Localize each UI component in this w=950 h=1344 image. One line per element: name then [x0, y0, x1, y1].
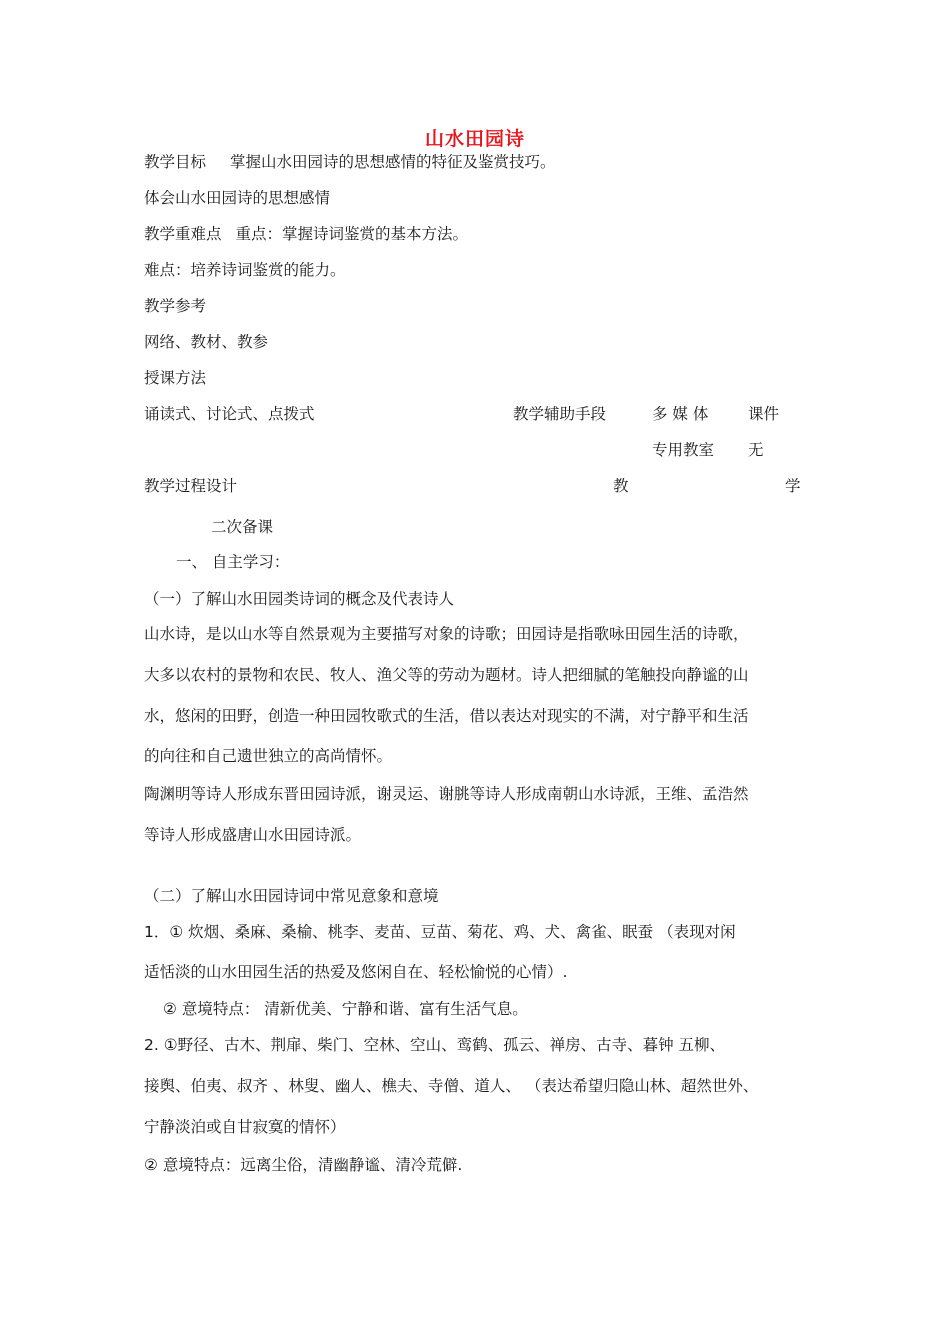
room-value: 无 [748, 441, 764, 459]
part1-p1-line: 大多以农村的景物和农民、牧人、渔父等的劳动为题材。诗人把细腻的笔触投向静谧的山 [144, 666, 749, 684]
aids-courseware: 课件 [748, 405, 780, 423]
item2-line: 宁静淡泊或自甘寂寞的情怀） [144, 1118, 346, 1136]
item1-mood: ② 意境特点： 清新优美、宁静和谐、富有生活气息。 [163, 1000, 528, 1018]
item2-mood: ② 意境特点：远离尘俗，清幽静谧、清冷荒僻. [144, 1156, 463, 1174]
aids-label: 教学辅助手段 [513, 405, 607, 423]
page-title: 山水田园诗 [424, 128, 525, 150]
process-col-teach: 教 [613, 477, 629, 495]
part2-heading: （二）了解山水田园诗词中常见意象和意境 [144, 887, 439, 905]
goal-line-2: 体会山水田园诗的思想感情 [144, 189, 331, 207]
ref-text: 网络、教材、教参 [144, 333, 269, 351]
goal-label: 教学目标 [144, 153, 207, 171]
process-col-learn: 学 [785, 477, 801, 495]
goal-text: 掌握山水田园诗的思想感情的特征及鉴赏技巧。 [230, 153, 556, 171]
key-text: 重点：掌握诗词鉴赏的基本方法。 [235, 225, 469, 243]
process-label: 教学过程设计 [144, 477, 238, 495]
key-label: 教学重难点 [144, 225, 222, 243]
ref-label: 教学参考 [144, 297, 207, 315]
method-label: 授课方法 [144, 369, 207, 387]
item1-line: 1．① 炊烟、桑麻、桑榆、桃李、麦苗、豆苗、菊花、鸡、犬、禽雀、眠蚕 （表现对闲 [144, 923, 736, 941]
aids-media: 多 媒 体 [652, 405, 709, 423]
part1-p2-line: 等诗人形成盛唐山水田园诗派。 [144, 826, 362, 844]
section-heading: 一、 自主学习： [176, 553, 290, 571]
key-line [144, 224, 468, 244]
second-prep: 二次备课 [211, 518, 274, 536]
item1-line: 适恬淡的山水田园生活的热爱及悠闲自在、轻松愉悦的心情）. [144, 963, 568, 981]
item2-line: 2. ①野径、古木、荆扉、柴门、空林、空山、鸾鹤、孤云、禅房、古寺、暮钟 五柳、 [144, 1036, 726, 1054]
part1-p1-line: 水，悠闲的田野，创造一种田园牧歌式的生活，借以表达对现实的不满，对宁静平和生活 [144, 707, 749, 725]
difficulty-line: 难点：培养诗词鉴赏的能力。 [144, 261, 346, 279]
part1-p1-line: 山水诗，是以山水等自然景观为主要描写对象的诗歌；田园诗是指歌咏田园生活的诗歌， [144, 625, 749, 643]
part1-p2-line: 陶渊明等诗人形成东晋田园诗派，谢灵运、谢朓等诗人形成南朝山水诗派，王维、孟浩然 [144, 785, 749, 803]
part1-p1-line: 的向往和自己遗世独立的高尚情怀。 [144, 747, 393, 765]
item2-line: 接舆、伯夷、叔齐 、林叟、幽人、樵夫、寺僧、道人、 （表达希望归隐山林、超然世外、 [144, 1077, 759, 1095]
method-text: 诵读式、讨论式、点拨式 [144, 405, 315, 423]
room-label: 专用教室 [652, 441, 715, 459]
goal-line [144, 152, 556, 172]
part1-heading: （一）了解山水田园类诗词的概念及代表诗人 [144, 590, 455, 608]
